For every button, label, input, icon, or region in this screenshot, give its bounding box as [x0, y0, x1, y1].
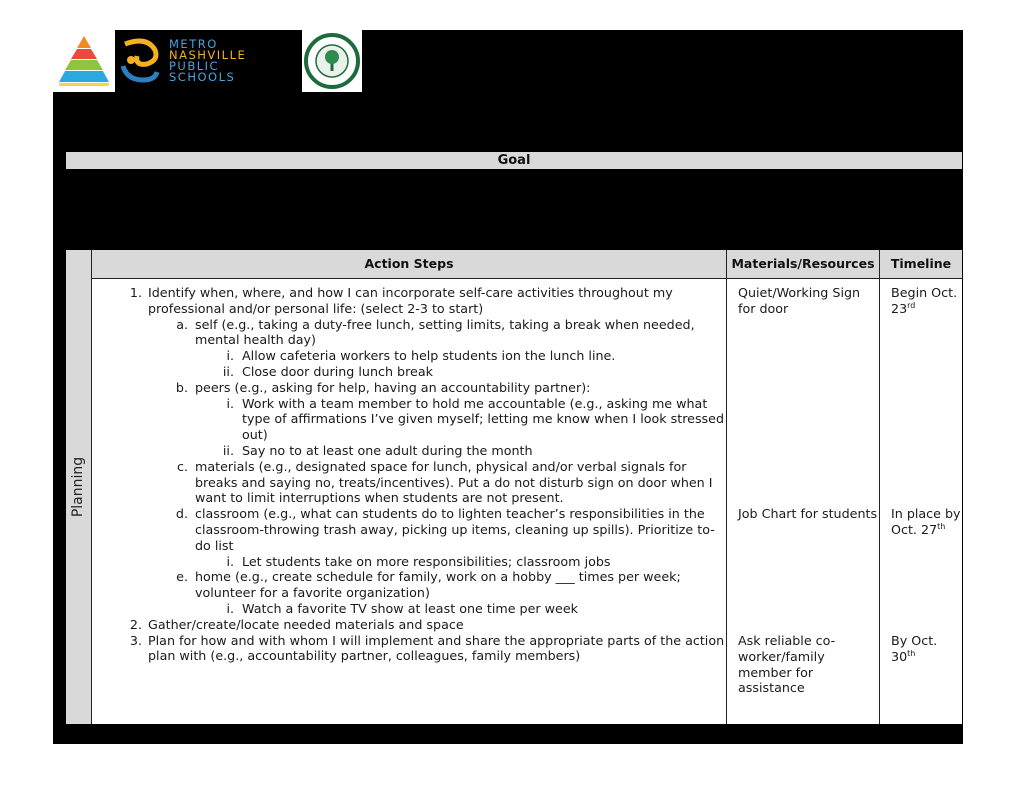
action-step-item: [92, 601, 726, 617]
action-step-item: [92, 364, 726, 380]
action-steps-list: [92, 285, 726, 664]
action-step-text: home (e.g., create schedule for family, work on a hobby ___ times per week; volunteer for a favorite organization): [195, 569, 681, 601]
list-marker: i.: [226, 348, 234, 364]
list-marker: e.: [176, 569, 188, 585]
list-marker: b.: [175, 379, 188, 395]
list-marker: i.: [226, 600, 234, 616]
timeline-suffix: th: [937, 521, 946, 531]
timeline-suffix: rd: [907, 300, 916, 310]
page-bottom-band: [53, 724, 963, 744]
action-plan-table: [66, 250, 962, 724]
list-marker: ii.: [222, 442, 234, 458]
goal-header: Goal: [66, 152, 962, 169]
timeline-item: [891, 633, 961, 665]
list-marker: ii.: [222, 363, 234, 379]
planning-side-column: [66, 250, 92, 724]
list-marker: i.: [226, 395, 234, 411]
action-step-item: [92, 459, 726, 506]
action-step-text: Work with a team member to hold me accountable (e.g., asking me what type of affirmations I’ve given myself; letting me know when I look stressed out): [242, 395, 725, 443]
action-step-text: Say no to at least one adult during the month: [242, 442, 533, 458]
planning-label: Planning: [70, 456, 86, 518]
mnps-swirl-icon: [117, 36, 161, 86]
action-step-text: Allow cafeteria workers to help students ion the lunch line.: [242, 348, 616, 364]
list-marker: a.: [176, 316, 188, 332]
action-step-text: Gather/create/locate needed materials and space: [148, 616, 464, 632]
mnps-line: METRO: [169, 37, 218, 51]
list-marker: 3.: [129, 632, 142, 648]
timeline-header: Timeline: [880, 250, 962, 279]
action-step-text: classroom (e.g., what can students do to lighten teacher’s responsibilities in the classroom-throwing trash away, picking up items, cleaning up spills). Prioritize to-do list: [195, 506, 715, 553]
column-divider: [879, 250, 880, 724]
action-step-item: [92, 633, 726, 665]
action-step-text: Let students take on more responsibilities; classroom jobs: [242, 553, 611, 569]
action-step-item: [92, 348, 726, 364]
action-step-item: [92, 443, 726, 459]
mnps-line: NASHVILLE: [169, 48, 247, 62]
action-steps-header: Action Steps: [92, 250, 726, 279]
action-step-item: [92, 285, 726, 317]
materials-item: Quiet/Working Sign for door: [738, 285, 861, 316]
materials-item: Ask reliable co-worker/family member for assistance: [738, 633, 836, 696]
mnps-line: SCHOOLS: [169, 70, 236, 84]
list-marker: d.: [175, 506, 188, 522]
timeline-item: [891, 506, 961, 538]
pyramid-logo-icon: [53, 30, 115, 92]
county-seal-icon: [302, 30, 362, 92]
mnps-line: PUBLIC: [169, 59, 220, 73]
materials-header: Materials/Resources: [727, 250, 879, 279]
action-step-text: Identify when, where, and how I can incorporate self-care activities throughout my professional and/or personal life: (select 2-3 to start): [148, 285, 673, 316]
action-step-text: materials (e.g., designated space for lunch, physical and/or verbal signals for breaks and saying no, treats/incentives). Put a do not disturb sign on door when I want to limit interruptions when students are not present.: [195, 458, 713, 506]
action-step-item: [92, 617, 726, 633]
timeline-suffix: th: [907, 648, 916, 658]
action-step-text: Close door during lunch break: [242, 363, 433, 379]
action-step-item: [92, 380, 726, 396]
action-step-text: Watch a favorite TV show at least one time per week: [242, 600, 578, 616]
list-marker: 2.: [129, 616, 142, 632]
list-marker: i.: [226, 553, 234, 569]
list-marker: 1.: [129, 285, 142, 300]
timeline-text: In place by Oct. 27: [891, 506, 961, 537]
action-step-text: peers (e.g., asking for help, having an accountability partner):: [195, 379, 591, 395]
action-step-text: Plan for how and with whom I will implement and share the appropriate parts of the action plan with (e.g., accountability partner, colleagues, family members): [148, 632, 725, 664]
action-step-item: [92, 569, 726, 601]
timeline-text: By Oct. 30: [891, 633, 938, 664]
column-divider: [726, 250, 727, 724]
timeline-item: [891, 285, 961, 317]
mnps-logo: [115, 30, 300, 92]
action-step-text: self (e.g., taking a duty-free lunch, setting limits, taking a break when needed, mental health day): [195, 316, 695, 348]
timeline-text: Begin Oct. 23: [891, 285, 958, 316]
materials-item: Job Chart for students: [738, 506, 878, 521]
action-step-item: [92, 396, 726, 443]
action-step-item: [92, 506, 726, 553]
list-marker: c.: [176, 458, 188, 474]
action-step-item: [92, 317, 726, 349]
logo-strip: [53, 30, 362, 92]
action-step-item: [92, 554, 726, 570]
